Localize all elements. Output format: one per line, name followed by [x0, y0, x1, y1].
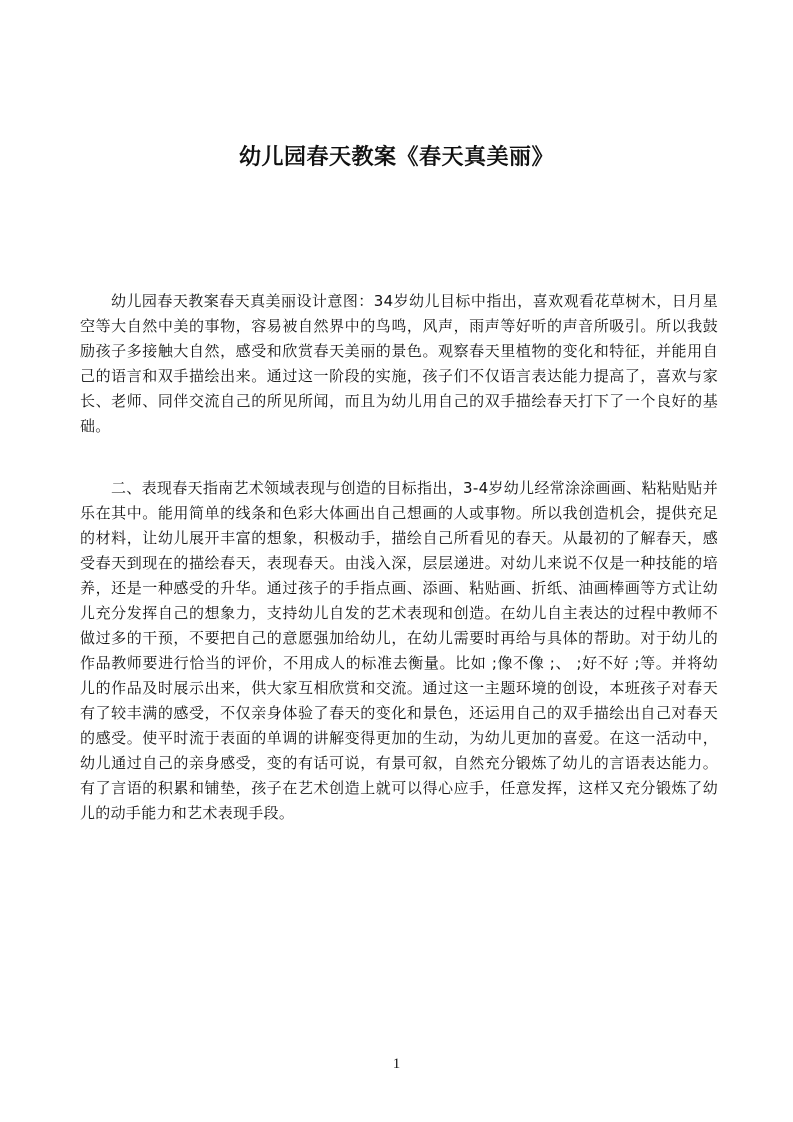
page-number: 1: [392, 1056, 401, 1072]
paragraph-expressing-spring: 二、表现春天指南艺术领域表现与创造的目标指出，3-4岁幼儿经常涂涂画画、粘粘贴贴并乐在其中。能用简单的线条和色彩大体画出自己想画的人或事物。所以我创造机会，提供充足的材料，让幼儿展开丰富的想象，积极动手，描绘自己所看见的春天。从最初的了解春天，感受春天到现在的描绘春天，表现春天。由浅入深，层层递进。对幼儿来说不仅是一种技能的培养，还是一种感受的升华。通过孩子的手指点画、添画、粘贴画、折纸、油画棒画等方式让幼儿充分发挥自己的想象力，支持幼儿自发的艺术表现和创造。在幼儿自主表达的过程中教师不做过多的干预，不要把自己的意愿强加给幼儿，在幼儿需要时再给与具体的帮助。对于幼儿的作品教师要进行恰当的评价，不用成人的标准去衡量。比如 ;像不像 ;、 ;好不好 ;等。并将幼儿的作品及时展示出来，供大家互相欣赏和交流。通过这一主题环境的创设，本班孩子对春天有了较丰满的感受，不仅亲身体验了春天的变化和景色，还运用自己的双手描绘出自己对春天的感受。使平时流于表面的单调的讲解变得更加的生动，为幼儿更加的喜爱。在这一活动中，幼儿通过自己的亲身感受，变的有话可说，有景可叙，自然充分锻炼了幼儿的言语表达能力。有了言语的积累和铺垫，孩子在艺术创造上就可以得心应手，任意发挥，这样又充分锻炼了幼儿的动手能力和艺术表现手段。: [80, 479, 718, 822]
document-title: 幼儿园春天教案《春天真美丽》: [238, 145, 554, 170]
paragraph-design-intent: 幼儿园春天教案春天真美丽设计意图：34岁幼儿目标中指出，喜欢观看花草树木，日月星空等大自然中美的事物，容易被自然界中的鸟鸣，风声，雨声等好听的声音所吸引。所以我鼓励孩子多接触大自然，感受和欣赏春天美丽的景色。观察春天里植物的变化和特征，并能用自己的语言和双手描绘出来。通过这一阶段的实施，孩子们不仅语言表达能力提高了，喜欢与家长、老师、同伴交流自己的所见所闻，而且为幼儿用自己的双手描绘春天打下了一个良好的基础。: [80, 292, 718, 435]
